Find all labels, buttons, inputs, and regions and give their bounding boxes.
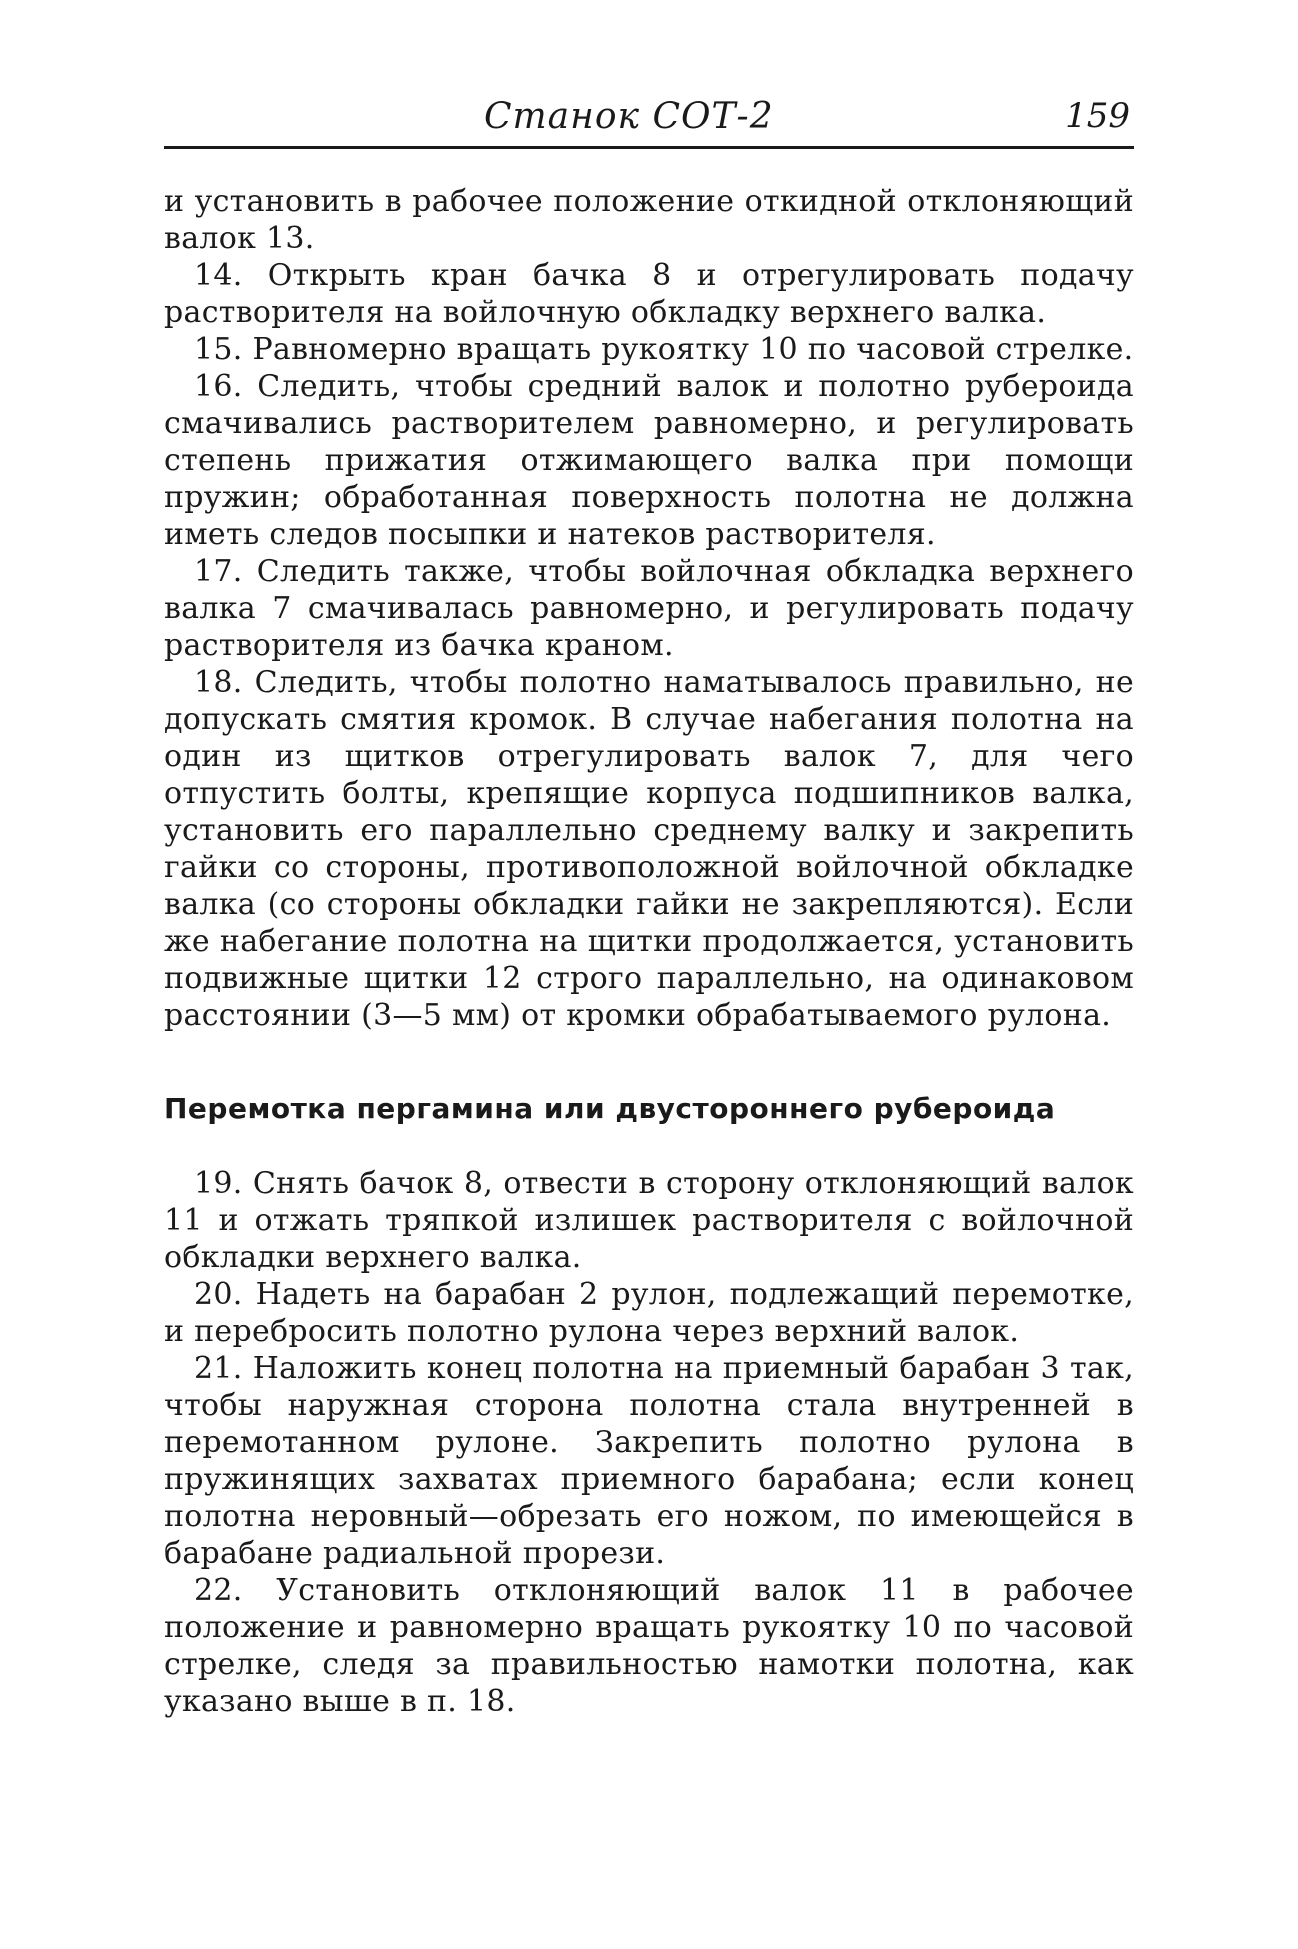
paragraph-21: 21. Наложить конец полотна на приемный барабан 3 так, чтобы наружная сторона полотна стала внутренней в перемотанном рулоне. Закрепить полотно рулона в пружинящих захватах приемного барабана; если конец полотна неровный—обрезать его ножом, по имеющейся в барабане радиальной прорези.: [164, 1351, 1134, 1571]
paragraph-continuation: и установить в рабочее положение откидной отклоняющий валок 13.: [164, 184, 1134, 256]
running-head: [164, 88, 1134, 146]
running-title: Станок СОТ-2: [484, 96, 774, 137]
paragraph-22: 22. Установить отклоняющий валок 11 в рабочее положение и равномерно вращать рукоятку 10 по часовой стрелке, следя за правильностью намотки полотна, как указано выше в п. 18.: [164, 1573, 1134, 1719]
paragraph-20: 20. Надеть на барабан 2 рулон, подлежащий перемотке, и перебросить полотно рулона через верхний валок.: [164, 1277, 1134, 1349]
paragraph-18: 18. Следить, чтобы полотно наматывалось правильно, не допускать смятия кромок. В случае набегания полотна на один из щитков отрегулировать валок 7, для чего отпустить болты, крепящие корпуса подшипников валка, установить его параллельно среднему валку и закрепить гайки со стороны, противоположной войлочной обкладке валка (со стороны обкладки гайки не закрепляются). Если же набегание полотна на щитки продолжается, установить подвижные щитки 12 строго параллельно, на одинаковом расстоянии (3—5 мм) от кромки обрабатываемого рулона.: [164, 665, 1134, 1033]
body-text: [164, 183, 1134, 1720]
paragraph-16: 16. Следить, чтобы средний валок и полотно рубероида смачивались растворителем равномерно, и регулировать степень прижатия отжимающего валка при помощи пружин; обработанная поверхность полотна не должна иметь следов посыпки и натеков растворителя.: [164, 369, 1134, 552]
paragraph-19: 19. Снять бачок 8, отвести в сторону отклоняющий валок 11 и отжать тряпкой излишек растворителя с войлочной обкладки верхнего валка.: [164, 1166, 1134, 1275]
paragraph-15: 15. Равномерно вращать рукоятку 10 по часовой стрелке.: [194, 332, 1134, 367]
header-rule: [164, 146, 1134, 149]
book-page: [164, 88, 1134, 1720]
section-heading: Перемотка пергамина или двустороннего рубероида: [164, 1092, 1056, 1125]
page-number: 159: [1065, 96, 1130, 136]
paragraph-17: 17. Следить также, чтобы войлочная обкладка верхнего валка 7 смачивалась равномерно, и регулировать подачу растворителя из бачка краном.: [164, 554, 1134, 663]
paragraph-14: 14. Открыть кран бачка 8 и отрегулировать подачу растворителя на войлочную обкладку верхнего валка.: [164, 258, 1134, 330]
